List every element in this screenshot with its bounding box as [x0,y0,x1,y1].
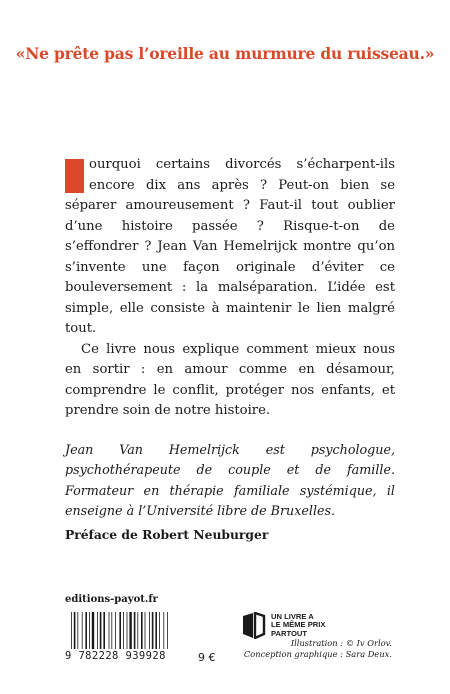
un-livre-logo [240,612,325,639]
barcode-bar [123,612,124,649]
barcode-bar [152,612,154,649]
barcode-bar [71,612,72,649]
logo-line-3: PARTOUT [271,628,307,638]
credits [244,638,392,660]
barcode-bar [115,612,116,649]
barcode-bar [97,612,98,649]
barcode-bar [141,612,143,649]
blurb-paragraph-1-text: ourquoi certains divorcés s’écharpent-ils encore dix ans après ? Peut-on bien se séparer amoureusement ? Faut-il tout oublier d’une histoire passée ? Risque-t-on de s’effondrer ? Jean Van Hemelrijck montre qu’on s’invente une façon originale d’éviter ce bouleversement : la malséparation. L’idée est simple, elle consiste à maintenir le lien malgré tout. [65,157,395,336]
barcode-bar [149,612,150,649]
isbn-number: 9 782228 939928 [65,650,166,662]
blurb [65,155,395,522]
barcode-bar [109,612,110,649]
logo-line-1: UN LIVRE A [271,612,314,621]
barcode-bar [85,612,87,649]
illustration-credit: Illustration : © Iv Orlov. [290,638,392,648]
blurb-paragraph-1 [65,155,395,340]
author-bio: Jean Van Hemelrijck est psychologue, psychothérapeute de couple et de famille. Formateur en thérapie familiale systémique, il enseigne à l’Université libre de Bruxelles. [65,441,395,518]
barcode-bar [111,612,112,649]
barcode-bar [74,612,76,649]
back-cover-quote: «Ne prête pas l’oreille au murmure du ruisseau.» [15,44,435,63]
drop-cap-p [65,159,84,193]
un-livre-logo-icon [240,612,267,639]
preface-credit: Préface de Robert Neuburger [65,527,269,542]
barcode-bar [100,612,102,649]
barcode-icon [71,612,191,649]
barcode-bar [77,612,78,649]
barcode-bar [155,612,157,649]
barcode-bar [89,612,90,649]
blurb-paragraph-2: Ce livre nous explique comment mieux nous en sortir : en amour comme en désamour, comprendre le conflit, protéger nos enfants, et prendre soin de notre histoire. [65,341,395,418]
price: 9 € [198,651,216,664]
logo-line-2: LE MÊME PRIX [271,620,326,630]
barcode-bar [163,612,164,649]
barcode-bar [137,612,138,649]
barcode-bar [145,612,146,649]
barcode-bar [103,612,105,649]
barcode-bar [159,612,160,649]
barcode-bar [119,612,121,649]
isbn-barcode [65,612,192,662]
barcode-bar [92,612,94,649]
barcode-bar [134,612,136,649]
barcode-bar [82,612,83,649]
barcode-bar [129,612,131,649]
barcode-bar [127,612,128,649]
design-credit: Conception graphique : Sara Deux. [243,649,392,659]
publisher-website: editions-payot.fr [65,594,158,605]
barcode-bar [167,612,168,649]
